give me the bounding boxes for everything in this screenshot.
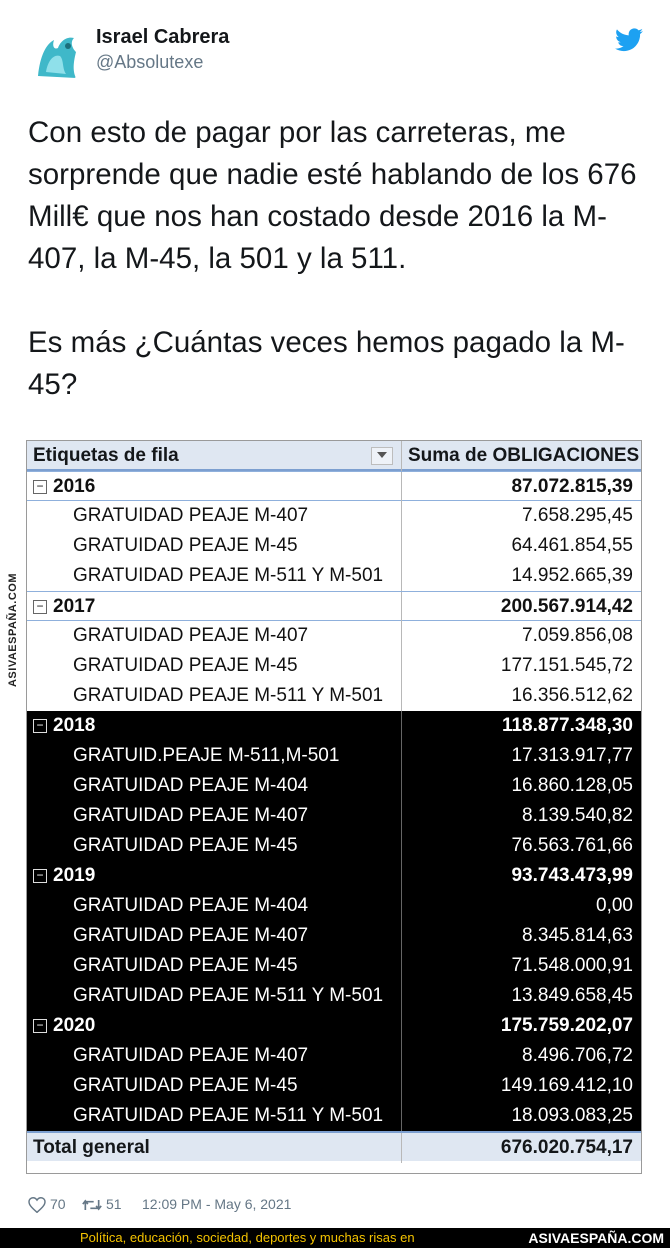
table-row (27, 891, 641, 921)
table-row-value: 7.658.295,45 (401, 501, 641, 531)
collapse-toggle-icon[interactable]: − (33, 600, 47, 614)
retweet-icon[interactable] (82, 1193, 102, 1215)
table-row-value: 8.496.706,72 (401, 1041, 641, 1071)
table-row-value: 18.093.083,25 (401, 1101, 641, 1131)
table-row-label: GRATUIDAD PEAJE M-407 (73, 925, 309, 946)
collapse-toggle-icon[interactable]: − (33, 1019, 47, 1033)
total-row-label: Total general (33, 1137, 150, 1158)
table-row (27, 651, 641, 681)
tweet-paragraph-2: Es más ¿Cuántas veces hemos pagado la M-45? (28, 326, 625, 401)
dropdown-filter-icon[interactable] (371, 447, 393, 465)
side-watermark-text: ASIVAESPAÑA.COM (7, 572, 19, 688)
total-row-value: 676.020.754,17 (401, 1133, 641, 1163)
table-row (27, 1071, 641, 1101)
year-row[interactable] (27, 711, 641, 741)
table-row-label: GRATUIDAD PEAJE M-45 (73, 655, 298, 676)
tweet-paragraph-1: Con esto de pagar por las carreteras, me sorprende que nadie esté hablando de los 676 Mill€ que nos han costado desde 2016 la M-407, la M-45, la 501 y la 511. (28, 116, 637, 275)
table-row-label: GRATUIDAD PEAJE M-45 (73, 835, 298, 856)
avatar[interactable] (28, 26, 86, 84)
header-label: Etiquetas de fila (33, 445, 179, 466)
like-count: 70 (50, 1196, 66, 1212)
table-row-label: GRATUIDAD PEAJE M-407 (73, 805, 309, 826)
year-row[interactable] (27, 591, 641, 621)
table-row-label: GRATUIDAD PEAJE M-407 (73, 625, 309, 646)
table-header-row (27, 441, 641, 471)
table-row-label: GRATUIDAD PEAJE M-511 Y M-501 (73, 565, 384, 586)
table-row (27, 801, 641, 831)
table-row-label: GRATUIDAD PEAJE M-407 (73, 1045, 309, 1066)
table-row-value: 16.356.512,62 (401, 681, 641, 711)
table-row-label: GRATUIDAD PEAJE M-511 Y M-501 (73, 1105, 384, 1126)
year-row-value: 175.759.202,07 (401, 1011, 641, 1041)
table-row-label: GRATUID.PEAJE M-511,M-501 (73, 745, 340, 766)
year-row-label: 2017 (53, 596, 96, 617)
table-row-value: 16.860.128,05 (401, 771, 641, 801)
author-handle[interactable]: @Absolutexe (96, 52, 204, 72)
tweet-timestamp[interactable]: 12:09 PM - May 6, 2021 (142, 1196, 292, 1212)
year-row-value: 200.567.914,42 (401, 592, 641, 622)
table-row-value: 8.345.814,63 (401, 921, 641, 951)
year-row-value: 93.743.473,99 (401, 861, 641, 891)
year-row-value: 87.072.815,39 (401, 472, 641, 502)
collapse-toggle-icon[interactable]: − (33, 719, 47, 733)
table-row (27, 531, 641, 561)
table-row (27, 831, 641, 861)
bottom-banner (0, 1228, 670, 1248)
banner-text: Política, educación, sociedad, deportes y muchas risas en (80, 1230, 415, 1245)
table-row (27, 741, 641, 771)
banner-brand[interactable]: ASIVAESPAÑA.COM (528, 1230, 664, 1246)
table-row-value: 13.849.658,45 (401, 981, 641, 1011)
table-row (27, 1041, 641, 1071)
table-row-label: GRATUIDAD PEAJE M-404 (73, 895, 309, 916)
twitter-bird-icon[interactable] (615, 28, 643, 52)
table-row (27, 771, 641, 801)
collapse-toggle-icon[interactable]: − (33, 869, 47, 883)
total-row (27, 1131, 641, 1161)
year-row-label: 2019 (53, 865, 96, 886)
table-row-label: GRATUIDAD PEAJE M-511 Y M-501 (73, 985, 384, 1006)
table-row (27, 951, 641, 981)
author-name[interactable]: Israel Cabrera (96, 26, 230, 48)
table-row-value: 64.461.854,55 (401, 531, 641, 561)
table-row-label: GRATUIDAD PEAJE M-511 Y M-501 (73, 685, 384, 706)
table-row-value: 7.059.856,08 (401, 621, 641, 651)
table-row (27, 561, 641, 591)
year-row-label: 2016 (53, 476, 96, 497)
table-row-value: 8.139.540,82 (401, 801, 641, 831)
table-row-value: 0,00 (401, 891, 641, 921)
table-row-label: GRATUIDAD PEAJE M-45 (73, 535, 298, 556)
year-row-label: 2018 (53, 715, 96, 736)
year-row-label: 2020 (53, 1015, 96, 1036)
header-value: Suma de OBLIGACIONES (401, 441, 641, 471)
table-row (27, 681, 641, 711)
year-row-value: 118.877.348,30 (401, 711, 641, 741)
table-row-value: 14.952.665,39 (401, 561, 641, 591)
pivot-table-image[interactable] (26, 440, 642, 1174)
table-row-label: GRATUIDAD PEAJE M-404 (73, 775, 309, 796)
table-row-value: 76.563.761,66 (401, 831, 641, 861)
table-row (27, 1101, 641, 1131)
table-row-value: 177.151.545,72 (401, 651, 641, 681)
table-row-value: 17.313.917,77 (401, 741, 641, 771)
table-row-label: GRATUIDAD PEAJE M-407 (73, 505, 309, 526)
table-row (27, 981, 641, 1011)
year-row[interactable] (27, 861, 641, 891)
year-row[interactable] (27, 1011, 641, 1041)
table-row-value: 71.548.000,91 (401, 951, 641, 981)
table-row (27, 501, 641, 531)
table-row-label: GRATUIDAD PEAJE M-45 (73, 1075, 298, 1096)
collapse-toggle-icon[interactable]: − (33, 480, 47, 494)
retweet-count: 51 (106, 1196, 122, 1212)
table-row (27, 621, 641, 651)
table-row (27, 921, 641, 951)
side-watermark (0, 556, 26, 704)
heart-icon[interactable] (28, 1193, 46, 1215)
tweet-body (28, 112, 648, 406)
table-row-label: GRATUIDAD PEAJE M-45 (73, 955, 298, 976)
year-row[interactable] (27, 471, 641, 501)
table-row-value: 149.169.412,10 (401, 1071, 641, 1101)
tweet-header (0, 0, 670, 100)
